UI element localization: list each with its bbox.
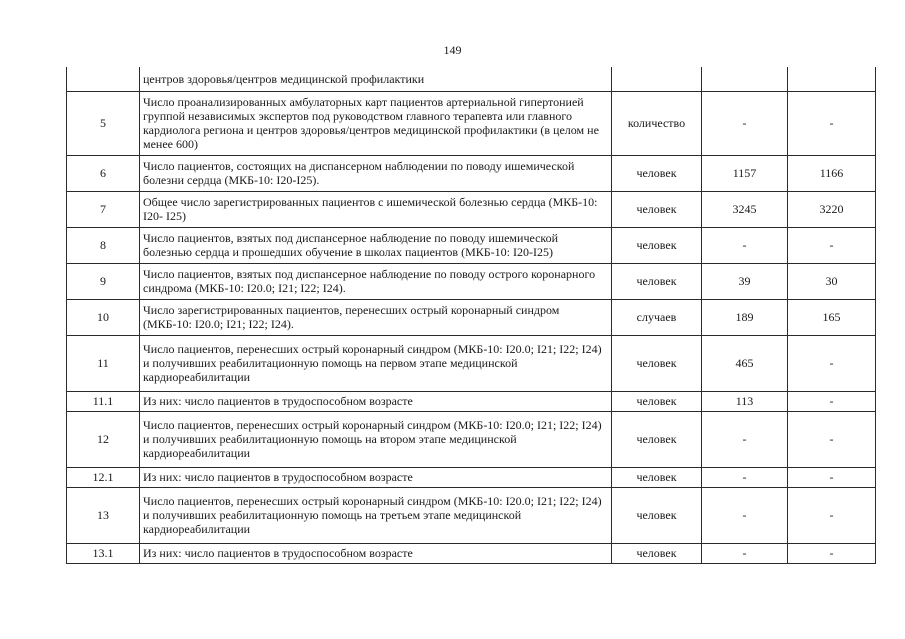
- row-number: 10: [67, 299, 140, 335]
- row-description: Из них: число пациентов в трудоспособном возрасте: [140, 467, 612, 487]
- row-value-1: -: [702, 487, 788, 543]
- row-description: Число пациентов, перенесших острый коронарный синдром (МКБ-10: I20.0; I21; I22; I24) и получивших реабилитационную помощь на первом этапе медицинской кардиореабилитации: [140, 335, 612, 391]
- row-description: центров здоровья/центров медицинской профилактики: [140, 67, 612, 91]
- row-number: 12.1: [67, 467, 140, 487]
- table-row: [67, 543, 876, 563]
- row-number: [67, 67, 140, 91]
- table-row: [67, 67, 876, 91]
- row-unit: человек: [612, 155, 702, 191]
- row-unit: человек: [612, 263, 702, 299]
- table-row: [67, 487, 876, 543]
- row-number: 5: [67, 91, 140, 155]
- row-unit: человек: [612, 391, 702, 411]
- row-value-2: -: [788, 227, 876, 263]
- row-description: Число проанализированных амбулаторных карт пациентов артериальной гипертонией группой независимых экспертов под руководством главного терапевта или главного кардиолога региона и центров здоровья/центров медицинской профилактики (в целом не менее 600): [140, 91, 612, 155]
- row-value-1: -: [702, 467, 788, 487]
- row-value-1: 39: [702, 263, 788, 299]
- row-unit: человек: [612, 487, 702, 543]
- row-number: 13.1: [67, 543, 140, 563]
- row-description: Из них: число пациентов в трудоспособном возрасте: [140, 543, 612, 563]
- row-value-2: 165: [788, 299, 876, 335]
- row-value-1: -: [702, 91, 788, 155]
- row-unit: человек: [612, 467, 702, 487]
- table-row: [67, 467, 876, 487]
- indicators-table: [66, 67, 876, 564]
- row-value-1: -: [702, 411, 788, 467]
- row-unit: [612, 67, 702, 91]
- row-description: Число пациентов, взятых под диспансерное наблюдение по поводу ишемической болезнью сердца и прошедших обучение в школах пациентов (МКБ-10: I20-I25): [140, 227, 612, 263]
- row-value-2: [788, 67, 876, 91]
- row-number: 6: [67, 155, 140, 191]
- row-unit: человек: [612, 411, 702, 467]
- row-value-1: 1157: [702, 155, 788, 191]
- table-row: [67, 191, 876, 227]
- row-description: Из них: число пациентов в трудоспособном возрасте: [140, 391, 612, 411]
- row-description: Общее число зарегистрированных пациентов с ишемической болезнью сердца (МКБ-10: I20- I25): [140, 191, 612, 227]
- row-description: Число пациентов, перенесших острый коронарный синдром (МКБ-10: I20.0; I21; I22; I24) и получивших реабилитационную помощь на третьем этапе медицинской кардиореабилитации: [140, 487, 612, 543]
- row-value-1: 189: [702, 299, 788, 335]
- row-value-2: 1166: [788, 155, 876, 191]
- table-row: [67, 299, 876, 335]
- table-row: [67, 263, 876, 299]
- row-number: 7: [67, 191, 140, 227]
- row-value-2: 3220: [788, 191, 876, 227]
- row-value-2: -: [788, 335, 876, 391]
- row-value-1: [702, 67, 788, 91]
- row-value-1: -: [702, 543, 788, 563]
- table-row: [67, 155, 876, 191]
- row-value-1: 465: [702, 335, 788, 391]
- row-number: 9: [67, 263, 140, 299]
- row-unit: количество: [612, 91, 702, 155]
- row-number: 11: [67, 335, 140, 391]
- row-number: 8: [67, 227, 140, 263]
- row-description: Число пациентов, взятых под диспансерное наблюдение по поводу острого коронарного синдрома (МКБ-10: I20.0; I21; I22; I24).: [140, 263, 612, 299]
- row-value-2: -: [788, 487, 876, 543]
- row-number: 11.1: [67, 391, 140, 411]
- row-value-1: 113: [702, 391, 788, 411]
- row-value-2: -: [788, 411, 876, 467]
- row-description: Число пациентов, состоящих на диспансерном наблюдении по поводу ишемической болезни сердца (МКБ-10: I20-I25).: [140, 155, 612, 191]
- row-unit: человек: [612, 335, 702, 391]
- table-row: [67, 335, 876, 391]
- row-description: Число пациентов, перенесших острый коронарный синдром (МКБ-10: I20.0; I21; I22; I24) и получивших реабилитационную помощь на втором этапе медицинской кардиореабилитации: [140, 411, 612, 467]
- row-unit: случаев: [612, 299, 702, 335]
- table-row: [67, 411, 876, 467]
- row-number: 13: [67, 487, 140, 543]
- row-number: 12: [67, 411, 140, 467]
- row-unit: человек: [612, 543, 702, 563]
- row-value-2: -: [788, 543, 876, 563]
- row-value-1: 3245: [702, 191, 788, 227]
- row-description: Число зарегистрированных пациентов, перенесших острый коронарный синдром (МКБ-10: I20.0; I21; I22; I24).: [140, 299, 612, 335]
- table-row: [67, 91, 876, 155]
- row-value-1: -: [702, 227, 788, 263]
- row-value-2: -: [788, 391, 876, 411]
- table-row: [67, 227, 876, 263]
- table-row: [67, 391, 876, 411]
- row-value-2: 30: [788, 263, 876, 299]
- row-unit: человек: [612, 191, 702, 227]
- row-unit: человек: [612, 227, 702, 263]
- page-number: 149: [443, 43, 462, 57]
- row-value-2: -: [788, 467, 876, 487]
- row-value-2: -: [788, 91, 876, 155]
